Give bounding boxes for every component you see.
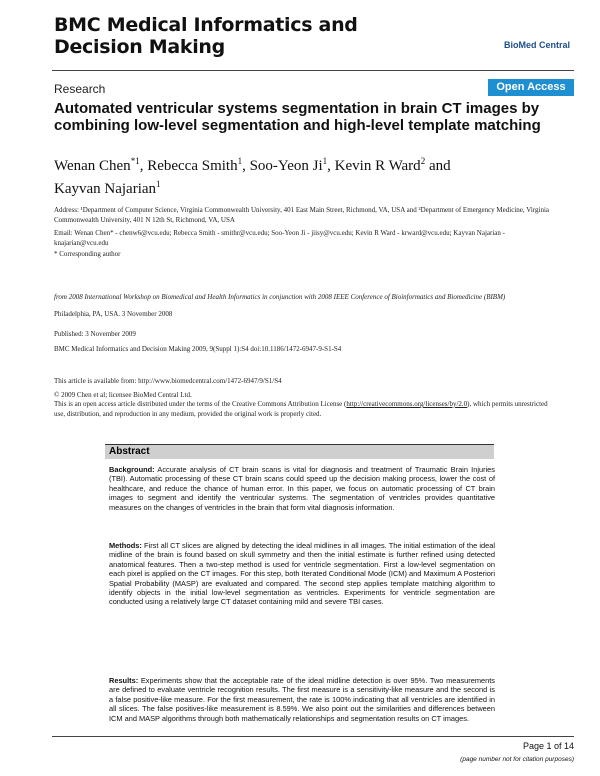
author-affiliation: *1 xyxy=(130,156,140,166)
article-title: Automated ventricular systems segmentation in brain CT images by combining low-level segmentation and high-level template matching xyxy=(54,100,541,134)
author-affiliation: 2 xyxy=(420,156,426,166)
journal-title: BMC Medical Informatics and Decision Making xyxy=(54,14,358,58)
header-rule xyxy=(52,70,574,71)
abstract-background xyxy=(109,465,495,512)
author-name: Soo-Yeon Ji xyxy=(249,158,323,174)
section-label: Research xyxy=(54,82,106,96)
abstract-heading-label: Abstract xyxy=(109,446,150,457)
author-list xyxy=(54,152,554,198)
author xyxy=(54,158,140,174)
abstract-results xyxy=(109,676,495,723)
page-number-note: (page number not for citation purposes) xyxy=(460,756,574,763)
license-link[interactable]: http://creativecommons.org/licenses/by/2.0 xyxy=(346,400,468,408)
results-label: Results: xyxy=(109,676,139,685)
background-text: Accurate analysis of CT brain scans is vital for diagnosis and treatment of Traumatic Brain Injuries (TBI). Automatic processing of these CT brain scans could speed up the decision making process, lower the cost of healthcare, and reduce the chance of human error. In this paper, we focus on automatic processing of CT brain images to segment and identify the ventricular systems. The segmentation of ventricles provides quantitative measures on the changes of ventricles in the brain that form vital diagnosis information. xyxy=(109,465,495,512)
copyright-line: © 2009 Chen et al; licensee BioMed Central Ltd. xyxy=(54,391,192,399)
license-text-post: ), which permits unrestricted use, distribution, and reproduction in any medium, provided the original work is properly cited. xyxy=(54,400,548,418)
author-address: Address: ¹Department of Computer Science, Virginia Commonwealth University, 401 East Main Street, Richmond, VA, USA and ²Department of Emergency Medicine, Virginia Commonwealth University, 401 N 12th St, Richmond, VA, USA xyxy=(54,206,550,224)
open-access-badge: Open Access xyxy=(488,79,574,96)
citation-line: BMC Medical Informatics and Decision Making 2009, 9(Suppl 1):S4 doi:10.1186/1472-6947-9-S1-S4 xyxy=(54,345,342,353)
abstract-methods xyxy=(109,541,495,607)
publisher-logo-text: BioMed Central xyxy=(503,40,570,50)
published-date: Published: 3 November 2009 xyxy=(54,330,136,338)
author-name: Kayvan Najarian xyxy=(54,181,157,197)
conference-venue: Philadelphia, PA, USA. 3 November 2008 xyxy=(54,310,173,318)
article-availability: This article is available from: http://www.biomedcentral.com/1472-6947/9/S1/S4 xyxy=(54,377,282,385)
author-separator: , xyxy=(327,158,335,174)
author-name: Kevin R Ward xyxy=(334,158,421,174)
author-separator: , xyxy=(139,158,148,174)
author-affiliation: 1 xyxy=(156,179,161,189)
background-label: Background: xyxy=(109,465,155,474)
results-text: Experiments show that the acceptable rate of the ideal midline detection is over 95%. Two measurements are defined to evaluate ventricle recognition results. The first measure is a sensitivity-like measure and the second is a false positive-like measure. For the first measurement, the rate is 100% indicating that all ventricles are identified in all slices. The false positives-like measurement is 8.59%. We also point out the similarities and differences between ICM and MASP algorithms through both mathematically relationships and segmentation results on CT images. xyxy=(109,676,495,723)
author-emails: Email: Wenan Chen* - chenw6@vcu.edu; Rebecca Smith - smithr@vcu.edu; Soo-Yeon Ji - jiisy@vcu.edu; Kevin R Ward - krward@vcu.edu; Kayvan Najarian - knajarian@vcu.edu xyxy=(54,229,505,247)
author-separator: , xyxy=(242,158,250,174)
page-number: Page 1 of 14 xyxy=(522,741,574,751)
license-text-pre: This is an open access article distributed under the terms of the Creative Commons Attribution License ( xyxy=(54,400,347,408)
license-text xyxy=(54,400,554,419)
author xyxy=(250,158,328,174)
methods-label: Methods: xyxy=(109,541,142,550)
publisher-logo xyxy=(504,40,570,50)
conference-note: from 2008 International Workshop on Biomedical and Health Informatics in conjunction with 2008 IEEE Conference of Bioinformatics and Biomedicine (BIBM) xyxy=(54,293,506,301)
abstract-heading xyxy=(105,445,494,459)
author-affiliation: 1 xyxy=(237,156,243,166)
corresponding-author-note: * Corresponding author xyxy=(54,250,121,258)
author xyxy=(147,158,242,174)
abstract-box xyxy=(105,444,494,745)
author-name: Rebecca Smith xyxy=(147,158,238,174)
author-affiliation: 1 xyxy=(322,156,328,166)
author xyxy=(335,158,426,174)
footer-rule xyxy=(52,736,574,737)
author-separator: and xyxy=(425,158,451,174)
methods-text: First all CT slices are aligned by detecting the ideal midlines in all images. The initial estimation of the ideal midline of the brain is found based on skull symmetry and then the initial estimate is further refined using detected anatomical features. Then a two-step method is used for ventricle segmentation. First a low-level segmentation on each pixel is applied on the CT images. For this step, both Iterated Conditional Mode (ICM) and Maximum A Posteriori Spatial Probability (MASP) are evaluated and compared. The second step applies template matching algorithm to identify objects in the initial low-level segmentation as ventricles. Experiments for ventricle segmentation are conducted using a relatively large CT dataset containing mild and severe TBI cases. xyxy=(109,541,495,607)
author xyxy=(54,181,161,197)
author-name: Wenan Chen xyxy=(54,158,131,174)
